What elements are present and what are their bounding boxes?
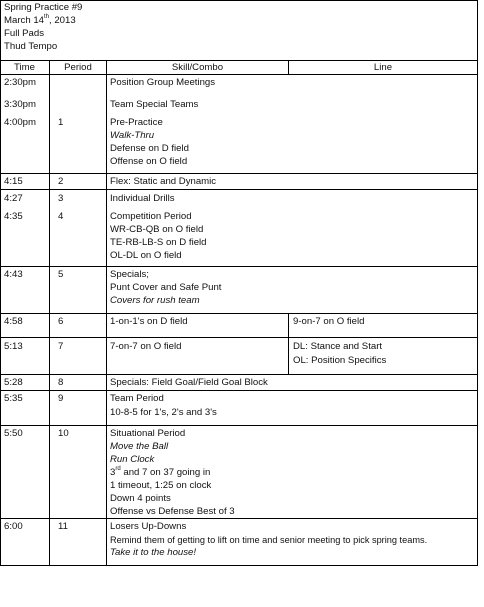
column-header-line: Line	[373, 62, 393, 73]
row-divider	[0, 390, 478, 391]
time-cell: 2:30pm	[4, 77, 36, 88]
column-header-period: Period	[64, 62, 92, 73]
skill-cell: Run Clock	[110, 454, 155, 465]
col-divider-period	[106, 60, 107, 566]
skill-cell: Move the Ball	[110, 441, 169, 452]
period-cell: 3	[58, 193, 64, 204]
row-divider	[0, 189, 478, 190]
skill-cell: Situational Period	[110, 428, 186, 439]
date-suffix: th	[44, 14, 50, 20]
period-cell: 5	[58, 269, 64, 280]
skill-cell: OL-DL on O field	[110, 250, 182, 261]
skill-cell: Team Special Teams	[110, 99, 199, 110]
col-divider-time	[49, 60, 50, 566]
header-divider	[0, 60, 478, 61]
period-cell: 11	[58, 521, 68, 532]
skill-cell: Take it to the house!	[110, 547, 197, 558]
practice-title: Spring Practice #9	[4, 2, 83, 13]
line-cell: OL: Position Specifics	[293, 355, 387, 366]
skill-cell: Specials: Field Goal/Field Goal Block	[110, 377, 268, 388]
line-cell: DL: Stance and Start	[293, 341, 383, 352]
skill-cell	[110, 467, 210, 479]
period-cell: 7	[58, 341, 64, 352]
tempo-note: Thud Tempo	[4, 41, 58, 52]
time-cell: 5:50	[4, 428, 23, 439]
row-divider	[0, 173, 478, 174]
skill-cell: Flex: Static and Dynamic	[110, 176, 217, 187]
period-cell: 8	[58, 377, 64, 388]
skill-cell: Covers for rush team	[110, 295, 200, 306]
skill-cell: Punt Cover and Safe Punt	[110, 282, 222, 293]
time-cell: 3:30pm	[4, 99, 36, 110]
column-header-divider	[0, 74, 478, 75]
time-cell: 4:35	[4, 211, 23, 222]
period-cell: 1	[58, 117, 64, 128]
practice-date	[4, 15, 76, 27]
line-cell: 9-on-7 on O field	[293, 316, 365, 327]
skill-cell: Specials;	[110, 269, 149, 280]
skill-cell: Walk-Thru	[110, 130, 155, 141]
time-cell: 4:43	[4, 269, 23, 280]
row-divider	[0, 374, 478, 375]
period-cell: 6	[58, 316, 64, 327]
row-divider	[0, 518, 478, 519]
down-text: and 7 on 37 going in	[120, 467, 211, 478]
skill-cell: TE-RB-LB-S on D field	[110, 237, 207, 248]
skill-cell: Offense vs Defense Best of 3	[110, 506, 235, 517]
time-cell: 4:27	[4, 193, 23, 204]
time-cell: 5:28	[4, 377, 23, 388]
down-suffix: rd	[115, 466, 121, 472]
skill-cell: Defense on D field	[110, 143, 189, 154]
skill-cell: Remind them of getting to lift on time and senior meeting to pick spring teams.	[110, 535, 428, 545]
period-cell: 2	[58, 176, 64, 187]
skill-cell: 1 timeout, 1:25 on clock	[110, 480, 212, 491]
column-header-time: Time	[14, 62, 35, 73]
down-number: 3	[110, 467, 116, 478]
skill-cell: Offense on O field	[110, 156, 188, 167]
row-divider	[0, 266, 478, 267]
skill-cell: Individual Drills	[110, 193, 175, 204]
skill-cell: 7-on-7 on O field	[110, 341, 182, 352]
date-month: March 14	[4, 15, 44, 26]
equipment-note: Full Pads	[4, 28, 44, 39]
skill-cell: Down 4 points	[110, 493, 171, 504]
period-cell: 4	[58, 211, 64, 222]
time-cell: 6:00	[4, 521, 23, 532]
skill-cell: Losers Up-Downs	[110, 521, 187, 532]
row-divider	[0, 337, 478, 338]
time-cell: 4:00pm	[4, 117, 36, 128]
col-divider-line	[288, 313, 289, 374]
time-cell: 4:58	[4, 316, 23, 327]
period-cell: 9	[58, 393, 64, 404]
skill-cell: 10-8-5 for 1's, 2's and 3's	[110, 407, 217, 418]
row-divider	[0, 425, 478, 426]
time-cell: 5:13	[4, 341, 23, 352]
skill-cell: 1-on-1's on D field	[110, 316, 188, 327]
skill-cell: WR-CB-QB on O field	[110, 224, 204, 235]
skill-cell: Competition Period	[110, 211, 192, 222]
skill-cell: Pre-Practice	[110, 117, 163, 128]
period-cell: 10	[58, 428, 69, 439]
time-cell: 4:15	[4, 176, 23, 187]
skill-cell: Position Group Meetings	[110, 77, 216, 88]
time-cell: 5:35	[4, 393, 23, 404]
date-year: , 2013	[49, 15, 76, 26]
column-header-skill: Skill/Combo	[171, 62, 224, 73]
row-divider	[0, 313, 478, 314]
skill-cell: Team Period	[110, 393, 164, 404]
